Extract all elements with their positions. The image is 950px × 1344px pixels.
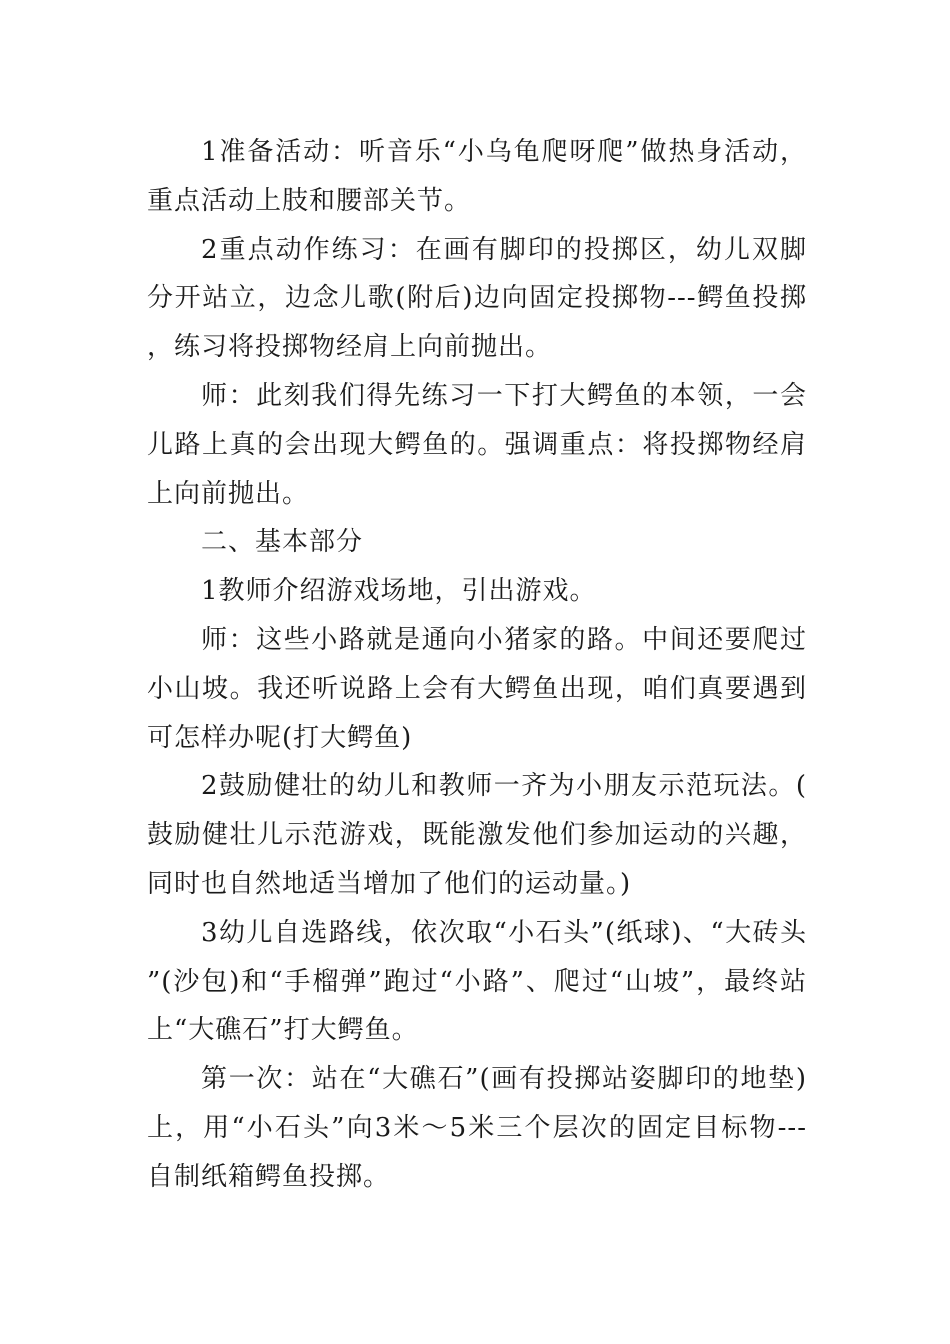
paragraph-key-practice: 2重点动作练习：在画有脚印的投掷区，幼儿双脚分开站立，边念儿歌(附后)边向固定投掷物---鳄鱼投掷，练习将投掷物经肩上向前抛出。	[147, 234, 807, 363]
paragraph-route-selection: 3幼儿自选路线，依次取“小石头”(纸球)、“大砖头”(沙包)和“手榴弹”跑过“小路”、爬过“山坡”，最终站上“大礁石”打大鳄鱼。	[147, 917, 807, 1046]
section-heading-basic: 二、基本部分	[201, 527, 364, 558]
paragraph-teacher-road: 师：这些小路就是通向小猪家的路。中间还要爬过小山坡。我还听说路上会有大鳄鱼出现，咱们真要遇到可怎样办呢(打大鳄鱼)	[147, 624, 807, 753]
paragraph-venue-intro: 1教师介绍游戏场地，引出游戏。	[201, 576, 597, 607]
paragraph-teacher-intro: 师：此刻我们得先练习一下打大鳄鱼的本领，一会儿路上真的会出现大鳄鱼的。强调重点：将投掷物经肩上向前抛出。	[147, 380, 807, 509]
document-body	[147, 128, 807, 1202]
paragraph-demonstration: 2鼓励健壮的幼儿和教师一齐为小朋友示范玩法。(鼓励健壮儿示范游戏，既能激发他们参加运动的兴趣，同时也自然地适当增加了他们的运动量。)	[147, 771, 807, 899]
paragraph-warmup: 1准备活动：听音乐“小乌龟爬呀爬”做热身活动，重点活动上肢和腰部关节。	[147, 137, 807, 216]
paragraph-first-round: 第一次：站在“大礁石”(画有投掷站姿脚印的地垫)上，用“小石头”向3米～5米三个层次的固定目标物---自制纸箱鳄鱼投掷。	[147, 1064, 807, 1192]
